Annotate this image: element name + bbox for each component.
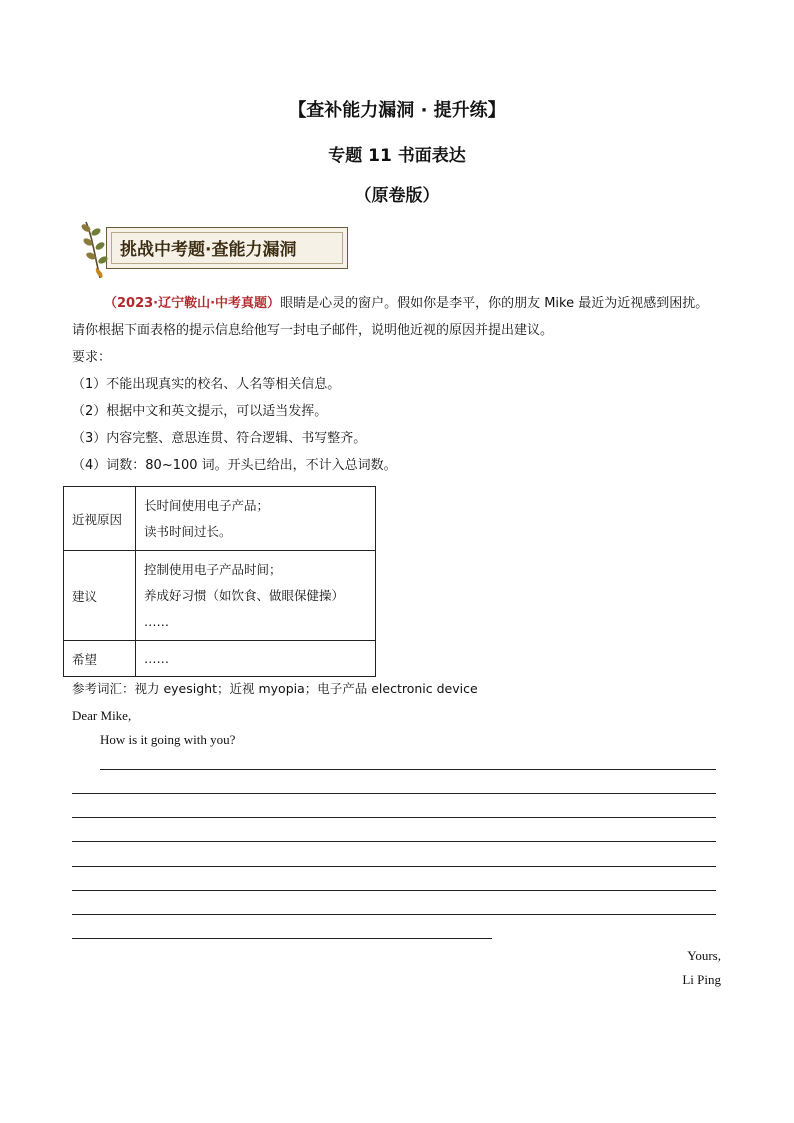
topic-title: 专题 11 书面表达 [328,146,466,166]
requirement-item: （3）内容完整、意思连贯、符合逻辑、书写整齐。 [72,431,367,446]
row-content [136,641,376,677]
requirement-item: （2）根据中文和英文提示，可以适当发挥。 [72,404,328,419]
table-row [64,551,376,641]
row-content [136,487,376,551]
answer-line[interactable] [72,841,716,842]
banner-text: 挑战中考题·查能力漏洞 [120,240,297,260]
letter-salutation: Dear Mike, [72,708,132,723]
row-line: 养成好习惯（如饮食、做眼保健操） [144,587,345,603]
reference-vocabulary: 参考词汇：视力 eyesight；近视 myopia；电子产品 electronic device [72,681,478,696]
section-banner [78,218,353,282]
question-source: （2023·辽宁鞍山·中考真题） [104,296,281,311]
letter-closing: Yours, [687,948,721,963]
edition-label: （原卷版） [354,186,440,206]
answer-line[interactable] [100,769,716,770]
row-line: 控制使用电子产品时间； [144,561,282,577]
answer-line[interactable] [72,866,716,867]
row-line: 读书时间过长。 [144,523,232,539]
document-title: 【查补能力漏洞 · 提升练】 [288,100,506,121]
row-content [136,551,376,641]
answer-line[interactable] [72,938,492,939]
table-row [64,641,376,677]
answer-line[interactable] [72,817,716,818]
requirements-heading: 要求： [72,350,112,365]
row-label: 建议 [64,551,136,641]
answer-line[interactable] [72,914,716,915]
letter-opening: How is it going with you? [100,732,236,747]
row-line: 长时间使用电子产品； [144,497,270,513]
row-line: …… [144,650,169,666]
question-intro-line2: 请你根据下面表格的提示信息给他写一封电子邮件，说明他近视的原因并提出建议。 [72,323,554,338]
hint-table [63,486,376,677]
table-row [64,487,376,551]
row-label: 近视原因 [64,487,136,551]
letter-signature: Li Ping [682,972,721,987]
row-label: 希望 [64,641,136,677]
question-intro-text: 眼睛是心灵的窗户。假如你是李平，你的朋友 Mike 最近为近视感到困扰。 [280,296,709,311]
row-line: …… [144,613,169,629]
requirement-item: （4）词数：80~100 词。开头已给出，不计入总词数。 [72,458,397,473]
question-intro-line1 [104,290,708,317]
requirement-item: （1）不能出现真实的校名、人名等相关信息。 [72,377,341,392]
answer-line[interactable] [72,793,716,794]
answer-line[interactable] [72,890,716,891]
